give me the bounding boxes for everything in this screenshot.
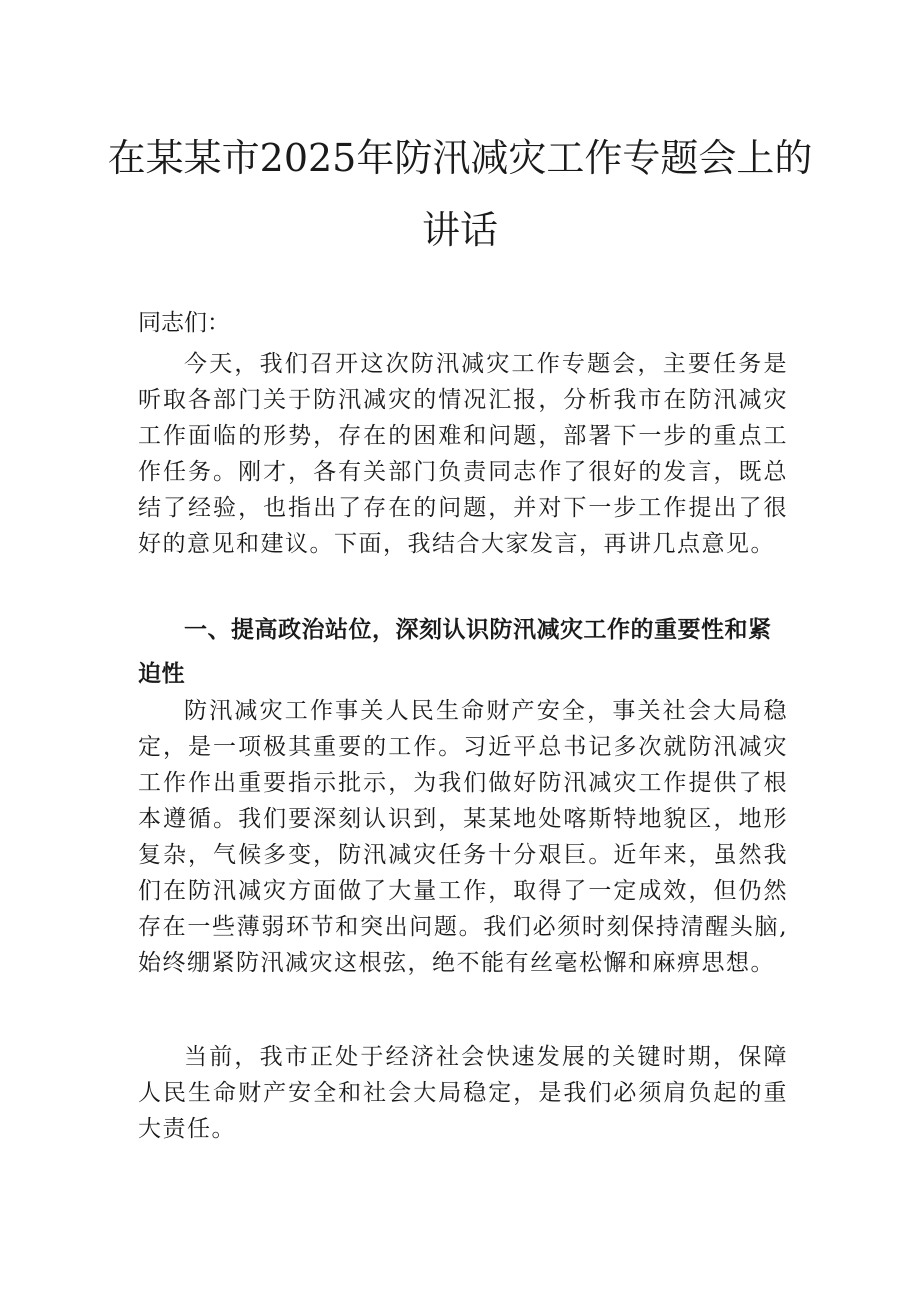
document-title-line-2: 讲话: [421, 208, 498, 252]
document-title-line-1: 在某某市2025年防汛减灾工作专题会上的: [107, 136, 813, 180]
section-1-paragraph-2: 当前，我市正处于经济社会快速发展的关键时期，保障人民生命财产安全和社会大局稳定，是我们必须肩负起的重大责任。: [138, 1044, 788, 1142]
section-1-paragraph-1: 防汛减灾工作事关人民生命财产安全，事关社会大局稳定，是一项极其重要的工作。习近平总书记多次就防汛减灾工作作出重要指示批示，为我们做好防汛减灾工作提供了根本遵循。我们要深刻认识到，某某地处喀斯特地貌区，地形复杂，气候多变，防汛减灾任务十分艰巨。近年来，虽然我们在防汛减灾方面做了大量工作，取得了一定成效，但仍然存在一些薄弱环节和突出问题。我们必须时刻保持清醒头脑,始终绷紧防汛减灾这根弦，绝不能有丝毫松懈和麻痹思想。: [138, 698, 788, 976]
intro-paragraph: 今天，我们召开这次防汛减灾工作专题会，主要任务是听取各部门关于防汛减灾的情况汇报，分析我市在防汛减灾工作面临的形势，存在的困难和问题，部署下一步的重点工作任务。刚才，各有关部门负责同志作了很好的发言，既总结了经验，也指出了存在的问题，并对下一步工作提出了很好的意见和建议。下面，我结合大家发言，再讲几点意见。: [138, 351, 788, 557]
salutation: 同志们：: [138, 310, 230, 336]
section-1-heading: 一、提高政治站位，深刻认识防汛减灾工作的重要性和紧迫性: [138, 617, 772, 687]
